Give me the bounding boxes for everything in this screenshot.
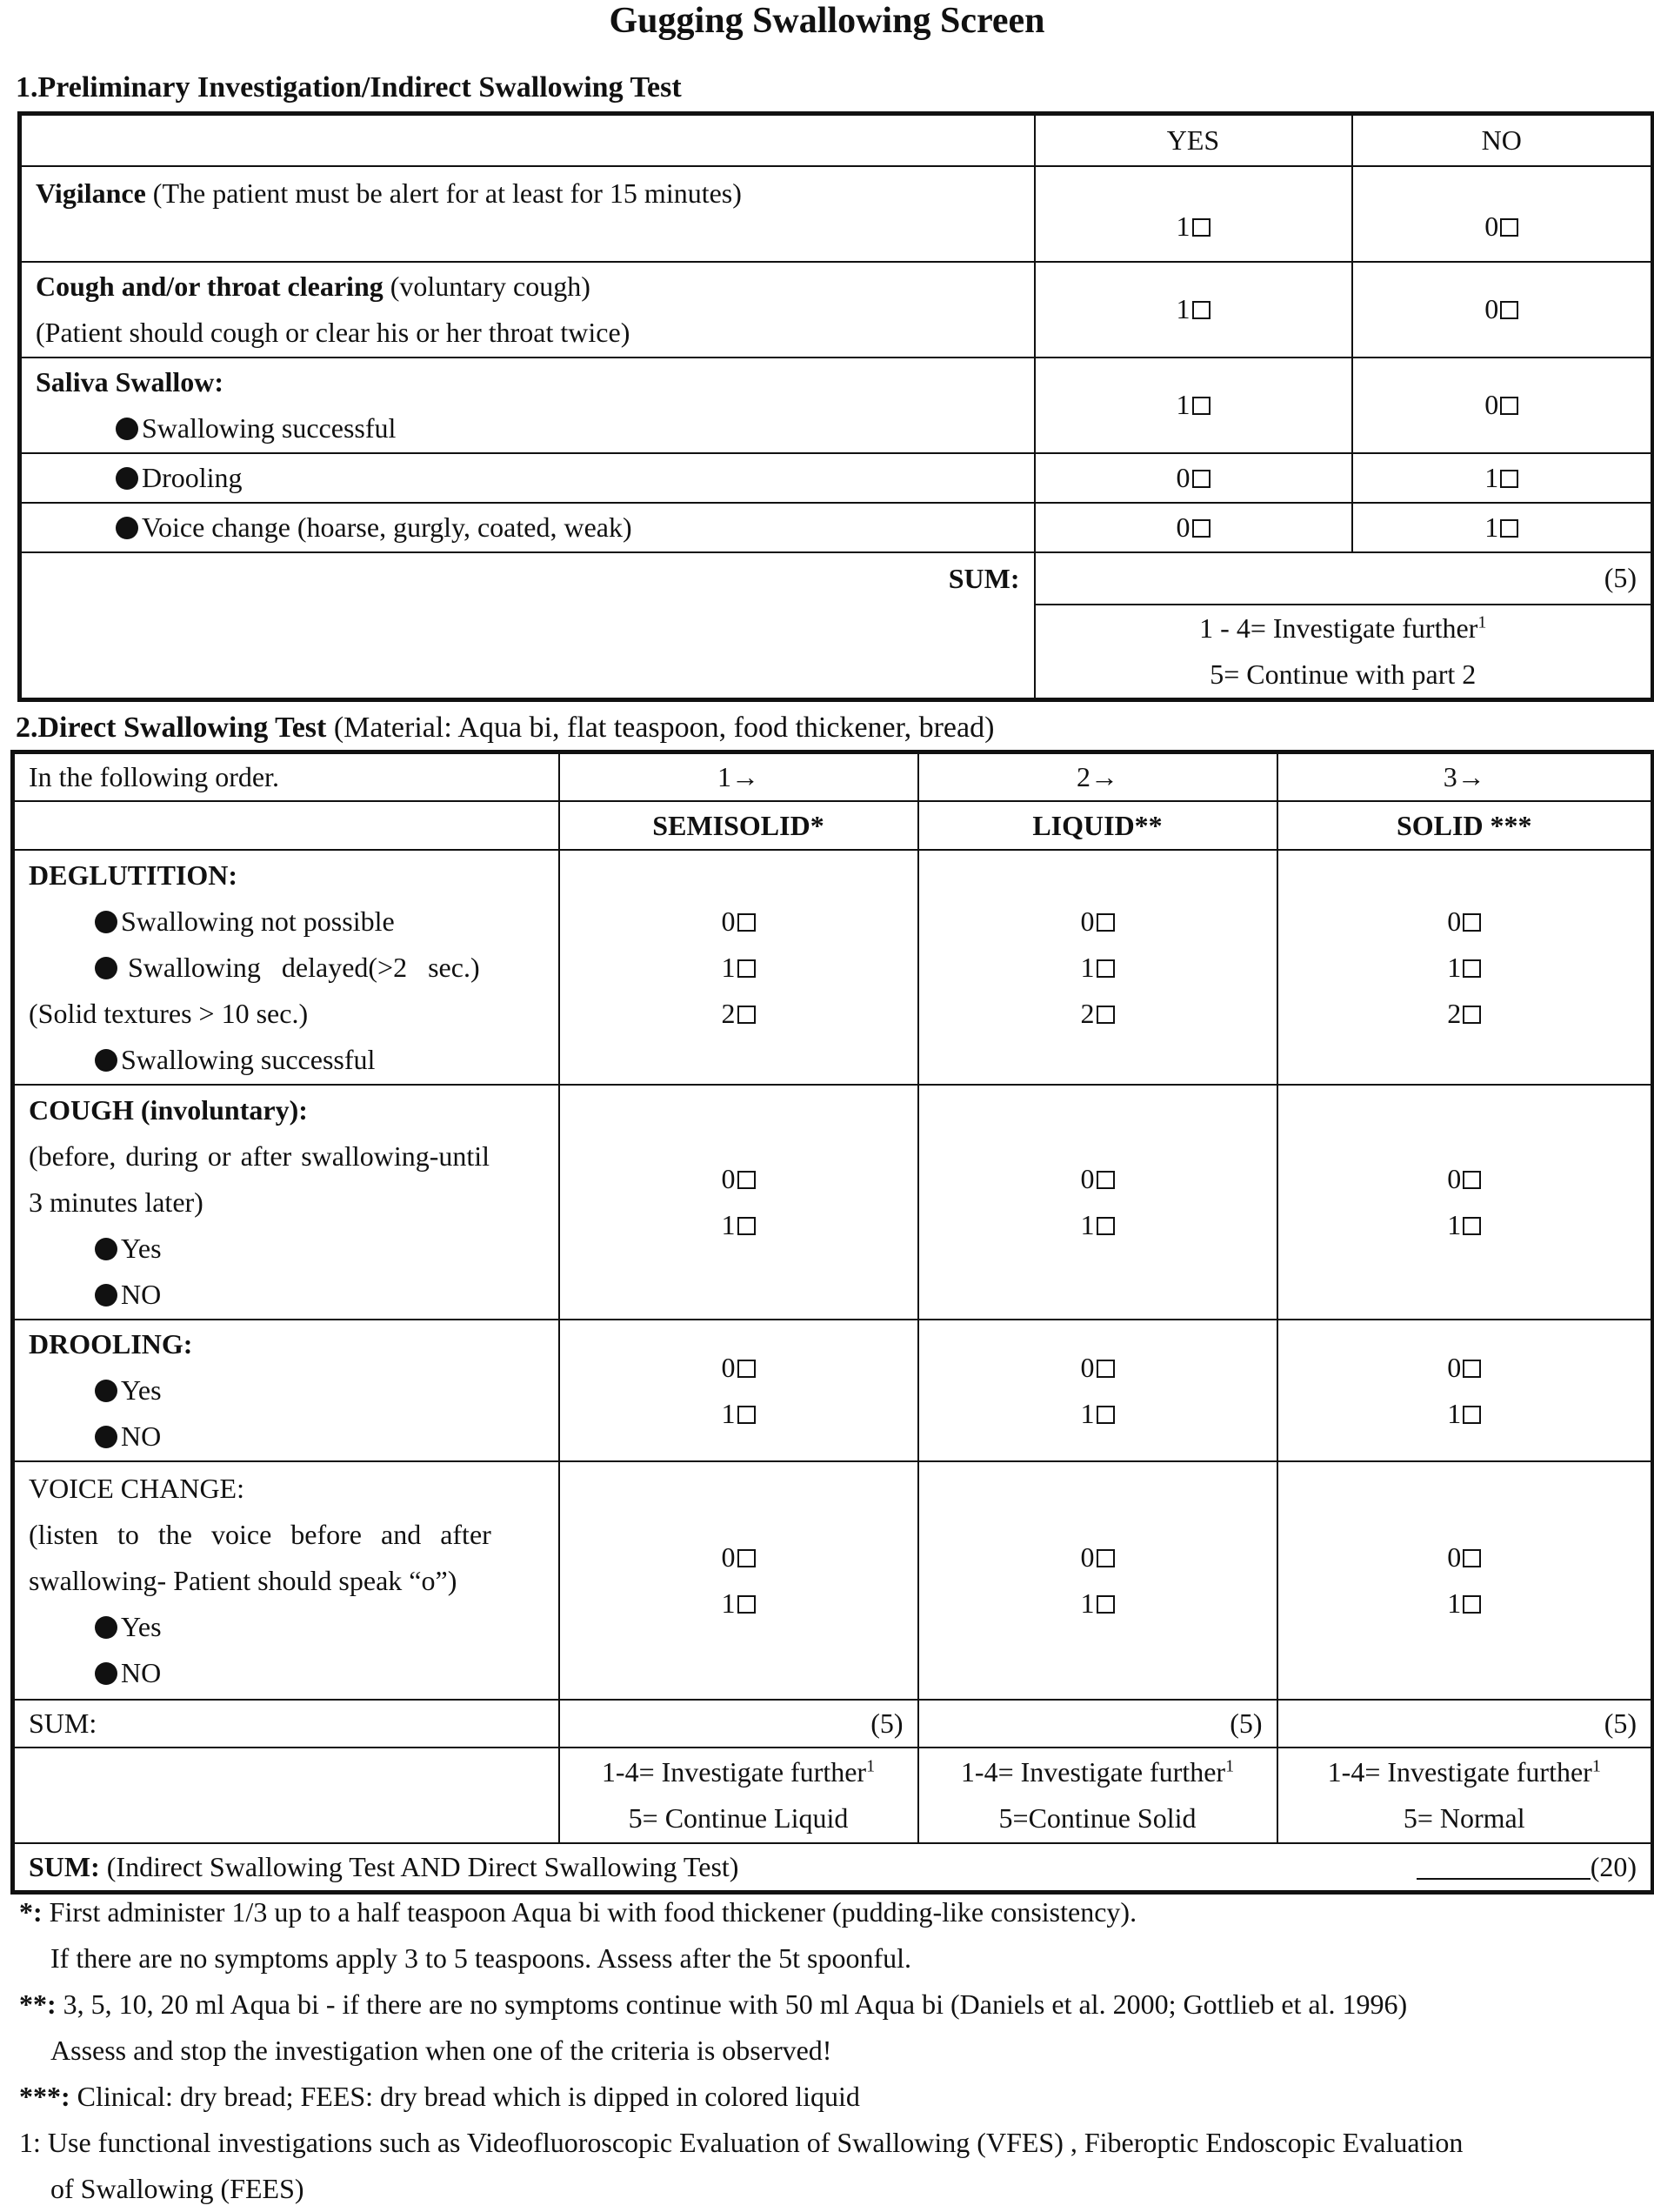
note-text: Clinical: dry bread; FEES: dry bread which is dipped in colored liquid [70,2081,860,2112]
saliva1-yes[interactable] [1035,358,1352,453]
voice-cell [20,503,1035,552]
step-1: 1→ [559,752,918,802]
total-sum-row [13,1843,1653,1893]
part1-header-row [20,114,1653,166]
vigilance-yes[interactable] [1035,166,1352,262]
deglutition-cell [13,850,559,1085]
score-value: 1 [1176,389,1190,420]
vigilance-no[interactable] [1352,166,1653,262]
score-value: 0 [721,1163,736,1194]
score-value: 0 [1484,211,1499,242]
deglutition-semisolid-scores[interactable] [559,850,918,1085]
checkbox[interactable] [1463,913,1481,932]
cough-involuntary-label: COUGH (involuntary): [29,1093,308,1126]
checkbox[interactable] [1097,1595,1115,1614]
col-no-header: NO [1352,114,1653,166]
part1-eval-row [20,605,1653,700]
checkbox[interactable] [1463,1406,1481,1424]
saliva-item1: Swallowing successful [142,411,397,444]
drooling-no: NO [121,1420,162,1452]
score-value: 2 [721,997,736,1029]
saliva-label: Saliva Swallow: [36,365,224,398]
checkbox[interactable] [1500,301,1518,319]
score-value: 0 [1447,905,1462,937]
drooling-yes: Yes [121,1374,162,1406]
checkbox[interactable] [737,1406,756,1424]
cough-desc2: 3 minutes later) [29,1186,203,1218]
checkbox[interactable] [737,913,756,932]
bullet-icon [95,957,117,979]
score-value: 0 [1080,1541,1095,1573]
part2-table [10,750,1654,1895]
score-value: 0 [721,1541,736,1573]
checkbox[interactable] [1097,1549,1115,1567]
cough-text2: (Patient should cough or clear his or her throat twice) [36,316,630,348]
sum-semisolid[interactable] [559,1700,918,1748]
sum-max: (5) [1604,562,1637,593]
checkbox[interactable] [1192,397,1210,415]
checkbox[interactable] [1463,1360,1481,1378]
part1-heading: 1.Preliminary Investigation/Indirect Swallowing Test [16,71,682,104]
order-label: In the following order. [13,752,559,802]
cough-desc1: (before, during or after swallowing-until [29,1139,490,1172]
empty-cell [13,801,559,850]
checkbox[interactable] [737,1171,756,1189]
document-title: Gugging Swallowing Screen [609,1,1045,41]
checkbox[interactable] [1097,1171,1115,1189]
score-value: 0 [1484,293,1499,324]
empty-cell [20,605,1035,700]
checkbox[interactable] [1192,218,1210,237]
bullet-icon [95,1238,117,1260]
score-value: 1 [1484,511,1499,543]
saliva2-yes[interactable] [1035,453,1352,503]
note-text: 3, 5, 10, 20 ml Aqua bi - if there are no symptoms continue with 50 ml Aqua bi (Daniels et al. 2000; Gottlieb et al. 1996) [56,1988,1408,2020]
score-value: 1 [1080,1587,1095,1619]
drooling2-cell [13,1320,559,1461]
drooling2-label: DROOLING: [29,1328,193,1360]
checkbox[interactable] [1463,1595,1481,1614]
saliva3-yes[interactable] [1035,503,1352,552]
eval-line1: 1 - 4= Investigate further [1199,611,1478,644]
bullet-icon [95,1426,117,1448]
checkbox[interactable] [1192,301,1210,319]
note-mark: **: [19,1988,57,2020]
checkbox[interactable] [1097,1406,1115,1424]
cough-liquid-scores[interactable] [918,1085,1277,1320]
score-value: 2 [1447,997,1462,1029]
score-value: 0 [1080,1351,1095,1383]
checkbox[interactable] [737,1595,756,1614]
score-value: 0 [1176,461,1190,493]
checkbox[interactable] [1097,1006,1115,1024]
checkbox[interactable] [1097,1360,1115,1378]
note-2-cont: Assess and stop the investigation when one of the criteria is observed! [50,2035,832,2066]
saliva-row [20,358,1653,453]
sum-liquid[interactable] [918,1700,1277,1748]
saliva1-no[interactable] [1352,358,1653,453]
total-sum-label: SUM: [29,1851,100,1882]
checkbox[interactable] [1500,470,1518,488]
bullet-icon [116,467,138,490]
note-1-cont: If there are no symptoms apply 3 to 5 teaspoons. Assess after the 5t spoonful. [50,1942,912,1974]
cough-cell [20,262,1035,358]
part2-heading-rest: (Material: Aqua bi, flat teaspoon, food thickener, bread) [326,712,995,744]
step-3: 3→ [1277,752,1653,802]
bullet-icon [95,1616,117,1639]
drooling-liquid-scores[interactable] [918,1320,1277,1461]
score-value: 0 [721,905,736,937]
checkbox[interactable] [1097,959,1115,978]
voice-change-cell [13,1461,559,1700]
voice-no: NO [121,1656,162,1688]
note-mark: *: [19,1896,43,1928]
score-value: 1 [721,1209,736,1240]
checkbox[interactable] [1463,1171,1481,1189]
score-value: 1 [721,951,736,983]
voice-semisolid-scores[interactable] [559,1461,918,1700]
eval-line1: 1-4= Investigate further [960,1756,1226,1788]
part1-sum-row [20,552,1653,605]
cough-no[interactable] [1352,262,1653,358]
footnote-ref: 1 [1477,612,1487,632]
score-value: 2 [1080,997,1095,1029]
eval-line2: 5= Continue with part 2 [1210,658,1477,690]
vigilance-cell [20,166,1035,262]
score-value: 1 [1447,1397,1462,1429]
bullet-icon [116,517,138,539]
score-value: 0 [1447,1351,1462,1383]
cough-solid-scores[interactable] [1277,1085,1653,1320]
deglutition-item2b: (Solid textures > 10 sec.) [29,997,309,1029]
vigilance-label: Vigilance [36,177,146,209]
deglutition-solid-scores[interactable] [1277,850,1653,1085]
cough-yes: Yes [121,1232,162,1264]
checkbox[interactable] [737,1360,756,1378]
score-value: 1 [1447,1209,1462,1240]
sum-max: (5) [1230,1707,1263,1739]
checkbox[interactable] [1097,913,1115,932]
deglutition-item1: Swallowing not possible [121,905,395,937]
eval-liquid [918,1748,1277,1843]
checkbox[interactable] [1192,519,1210,538]
score-value: 1 [721,1587,736,1619]
part2-sum-row [13,1700,1653,1748]
cough-involuntary-row [13,1085,1653,1320]
empty-cell [20,114,1035,166]
note-4: 1: Use functional investigations such as Videofluoroscopic Evaluation of Swallowing (VFES) , Fiberoptic Endoscopic Evaluation [19,2127,1464,2158]
part2-heading-bold: 2.Direct Swallowing Test [16,712,327,744]
score-value: 0 [1447,1541,1462,1573]
checkbox[interactable] [1192,470,1210,488]
note-4-cont: of Swallowing (FEES) [50,2173,304,2204]
drooling-cell [20,453,1035,503]
checkbox[interactable] [1500,519,1518,538]
texture-row [13,801,1653,850]
checkbox[interactable] [737,1217,756,1235]
texture-semisolid: SEMISOLID* [559,801,918,850]
bullet-icon [95,911,117,933]
score-value: 0 [1447,1163,1462,1194]
voice-liquid-scores[interactable] [918,1461,1277,1700]
deglutition-liquid-scores[interactable] [918,850,1277,1085]
part1-sum-label: SUM: [20,552,1035,605]
saliva-item3: Voice change (hoarse, gurgly, coated, weak) [142,511,632,543]
eval-line2: 5= Continue Liquid [628,1802,849,1834]
bullet-icon [116,418,138,440]
step-2: 2→ [918,752,1277,802]
part2-sum-label: SUM: [13,1700,559,1748]
checkbox[interactable] [1500,218,1518,237]
score-value: 1 [1080,951,1095,983]
cough-semisolid-scores[interactable] [559,1085,918,1320]
checkbox[interactable] [1097,1217,1115,1235]
eval-line2: 5=Continue Solid [998,1802,1197,1834]
bullet-icon [95,1380,117,1402]
checkbox[interactable] [1463,959,1481,978]
cough-no: NO [121,1278,162,1310]
footnotes [19,1889,1645,2212]
saliva2-no[interactable] [1352,453,1653,503]
deglutition-label: DEGLUTITION: [29,859,238,891]
sum-max: (5) [870,1707,904,1739]
cough-involuntary-cell [13,1085,559,1320]
total-sum-field[interactable] [1417,1844,1637,1890]
texture-liquid: LIQUID** [918,801,1277,850]
part1-sum-field[interactable] [1035,552,1653,605]
deglutition-row [13,850,1653,1085]
drooling2-row [13,1320,1653,1461]
eval-line1: 1-4= Investigate further [1327,1756,1592,1788]
score-value: 0 [1080,1163,1095,1194]
checkbox[interactable] [1463,1217,1481,1235]
sum-solid[interactable] [1277,1700,1653,1748]
cough-yes[interactable] [1035,262,1352,358]
voice-change-row [13,1461,1653,1700]
sum-max: (5) [1604,1707,1637,1739]
score-value: 1 [1176,211,1190,242]
checkbox[interactable] [1500,397,1518,415]
score-value: 0 [1080,905,1095,937]
checkbox[interactable] [737,1006,756,1024]
checkbox[interactable] [1463,1549,1481,1567]
part2-heading [16,710,994,746]
bullet-icon [95,1284,117,1306]
score-value: 0 [721,1351,736,1383]
part1-table [17,111,1654,702]
footnote-ref: 1 [866,1756,876,1776]
cough-text: (voluntary cough) [390,270,590,302]
total-blank[interactable] [1417,1854,1591,1880]
total-max: (20) [1590,1851,1637,1882]
order-row [13,752,1653,802]
footnote-ref: 1 [1591,1756,1601,1776]
eval-solid [1277,1748,1653,1843]
total-sum-cell [13,1843,1653,1893]
voice-desc2: swallowing- Patient should speak “o”) [29,1564,457,1596]
score-value: 1 [1080,1209,1095,1240]
deglutition-item2: Swallowing delayed(>2 sec.) [128,951,480,983]
note-text: First administer 1/3 up to a half teaspoon Aqua bi with food thickener (pudding-like consistency). [42,1896,1137,1928]
part2-eval-row [13,1748,1653,1843]
note-1 [19,1889,1645,1935]
cough-label: Cough and/or throat clearing [36,270,383,302]
voice-row [20,503,1653,552]
cough-row [20,262,1653,358]
vigilance-row [20,166,1653,262]
drooling-row [20,453,1653,503]
eval-line1: 1-4= Investigate further [601,1756,867,1788]
saliva-cell [20,358,1035,453]
note-2 [19,1981,1645,2028]
score-value: 1 [1484,461,1499,493]
note-mark: ***: [19,2081,70,2112]
texture-solid: SOLID *** [1277,801,1653,850]
voice-yes: Yes [121,1610,162,1642]
saliva3-no[interactable] [1352,503,1653,552]
eval-semisolid [559,1748,918,1843]
voice-solid-scores[interactable] [1277,1461,1653,1700]
voice-desc1: (listen to the voice before and after [29,1518,491,1550]
part1-eval-cell [1035,605,1653,700]
score-value: 1 [721,1397,736,1429]
drooling-solid-scores[interactable] [1277,1320,1653,1461]
score-value: 1 [1447,1587,1462,1619]
score-value: 1 [1447,951,1462,983]
score-value: 1 [1176,293,1190,324]
bullet-icon [95,1049,117,1072]
footnote-ref: 1 [1225,1756,1235,1776]
deglutition-item3: Swallowing successful [121,1043,376,1075]
col-yes-header: YES [1035,114,1352,166]
checkbox[interactable] [737,1549,756,1567]
empty-cell [13,1748,559,1843]
eval-line2: 5= Normal [1403,1802,1525,1834]
voice-change-label: VOICE CHANGE: [29,1472,244,1504]
checkbox[interactable] [737,959,756,978]
bullet-icon [95,1662,117,1685]
note-3 [19,2074,1645,2120]
score-value: 0 [1484,389,1499,420]
score-value: 0 [1176,511,1190,543]
total-sum-text: (Indirect Swallowing Test AND Direct Swallowing Test) [99,1851,739,1882]
checkbox[interactable] [1463,1006,1481,1024]
vigilance-text: (The patient must be alert for at least for 15 minutes) [152,177,742,209]
drooling-semisolid-scores[interactable] [559,1320,918,1461]
score-value: 1 [1080,1397,1095,1429]
saliva-item2: Drooling [142,461,243,493]
